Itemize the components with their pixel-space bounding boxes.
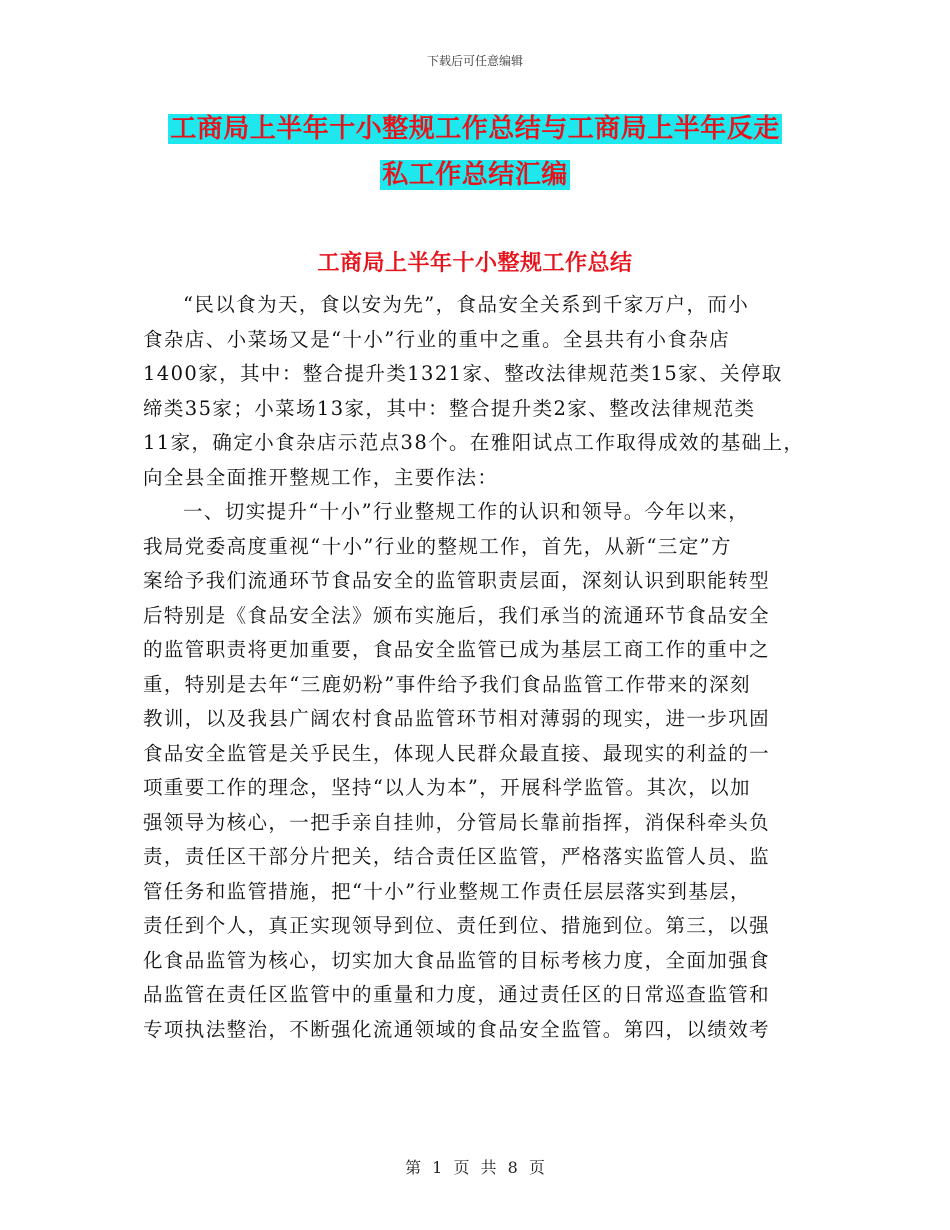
body-line: 案给予我们流通环节食品安全的监管职责层面，深刻认识到职能转型: [143, 569, 771, 592]
body-line: 重，特别是去年“三鹿奶粉”事件给予我们食品监管工作带来的深刻: [143, 672, 751, 696]
body-line: 品监管在责任区监管中的重量和力度，通过责任区的日常巡查监管和: [143, 983, 771, 1006]
body-line: 责，责任区干部分片把关，结合责任区监管，严格落实监管人员、监: [143, 845, 771, 868]
body-line: 食杂店、小菜场又是“十小”行业的重中之重。全县共有小食杂店: [143, 327, 731, 351]
body-line: 向全县全面推开整规工作，主要作法：: [143, 465, 499, 489]
body-line: 食品安全监管是关乎民生，体现人民群众最直接、最现实的利益的一: [143, 741, 771, 765]
section-title: 工商局上半年十小整规工作总结: [317, 251, 633, 276]
body-line: “民以食为天，食以安为先”，食品安全关系到千家万户，而小: [183, 293, 750, 316]
document-title-line-2-text: 私工作总结汇编: [382, 160, 568, 190]
body-line: 我局党委高度重视“十小”行业的整规工作，首先，从新“三定”方: [143, 534, 732, 558]
header-note: 下载后可任意编辑: [426, 54, 523, 68]
document-title-line-1: [0, 110, 950, 148]
body-line: 1400家，其中：整合提升类1321家、整改法律规范类15家、关停取: [143, 362, 783, 385]
document-title-line-2: [0, 156, 950, 194]
body-line: 责任到个人，真正实现领导到位、责任到位、措施到位。第三，以强: [143, 914, 771, 937]
document-title-line-1-text: 工商局上半年十小整规工作总结与工商局上半年反走: [170, 114, 780, 144]
body-line: 一、切实提升“十小”行业整规工作的认识和领导。今年以来，: [183, 500, 750, 523]
body-line: 管任务和监管措施，把“十小”行业整规工作责任层层落实到基层，: [143, 879, 751, 903]
body-text: [143, 288, 823, 1047]
body-line: 强领导为核心，一把手亲自挂帅，分管局长靠前指挥，消保科牵头负: [143, 810, 771, 834]
page-footer: 第 1 页 共 8 页: [405, 1158, 545, 1177]
body-line: 化食品监管为核心，切实加大食品监管的目标考核力度，全面加强食: [143, 948, 771, 972]
body-line: 项重要工作的理念，坚持“以人为本”，开展科学监管。其次，以加: [143, 776, 751, 799]
body-line: 教训，以及我县广阔农村食品监管环节相对薄弱的现实，进一步巩固: [143, 707, 771, 730]
body-line: 的监管职责将更加重要，食品安全监管已成为基层工商工作的重中之: [143, 638, 771, 661]
body-line: 后特别是《食品安全法》颁布实施后，我们承当的流通环节食品安全: [143, 603, 771, 627]
body-line: 11家，确定小食杂店示范点38个。在雅阳试点工作取得成效的基础上，: [143, 431, 805, 454]
body-line: 专项执法整治，不断强化流通领域的食品安全监管。第四，以绩效考: [143, 1017, 771, 1041]
body-line: 缔类35家；小菜场13家，其中：整合提升类2家、整改法律规范类: [143, 396, 756, 420]
